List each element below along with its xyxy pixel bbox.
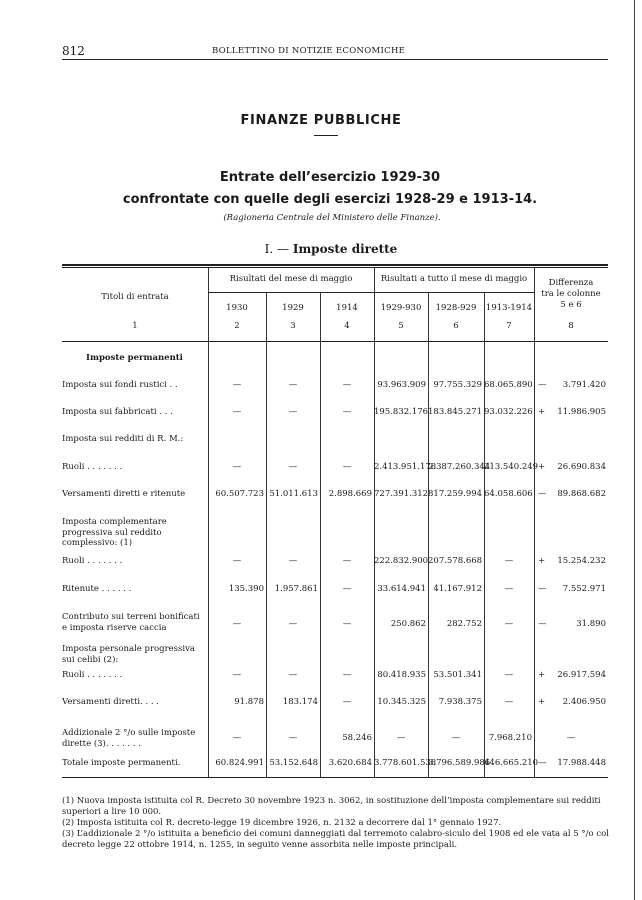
row-label: Ritenute . . . . . . — [62, 584, 132, 594]
header-year: 1928-929 — [435, 303, 477, 313]
table-cell: 15.254.232 — [557, 556, 606, 566]
document-subtitle: confrontate con quelle degli esercizi 1928-29 e 1913-14. — [122, 192, 538, 207]
table-cell: — — [342, 619, 352, 629]
header-year: 1929-930 — [380, 303, 422, 313]
table-cell: — — [288, 733, 298, 743]
difference-sign: + — [538, 407, 546, 417]
header-bottom-rule — [62, 341, 608, 342]
row-label: Imposta complementare progressiva sul reddito complessivo: (1) — [62, 517, 167, 548]
table-cell: 89.868.682 — [557, 489, 606, 499]
table-cell: — — [288, 556, 298, 566]
table-cell: 53.152.648 — [269, 758, 318, 768]
row-label: Imposta sui redditi di R. M.: — [62, 434, 184, 444]
row-label: Versamenti diretti e ritenute — [62, 489, 186, 499]
row-label: Imposta personale progressiva sui celibi (2): — [62, 644, 195, 665]
table-cell: — — [232, 619, 242, 629]
table-cell: — — [504, 556, 514, 566]
table-cell: 93.963.909 — [377, 380, 426, 390]
table-cell: 58.246 — [342, 733, 372, 743]
table-cell: 17.988.448 — [557, 758, 606, 768]
table-cell: — — [288, 380, 298, 390]
table-cell: 64.058.606 — [484, 489, 533, 499]
table-cell: — — [288, 462, 298, 472]
header-year: 1929 — [282, 303, 304, 313]
table-cell: — — [566, 733, 576, 743]
header-differenza-line1: Differenza — [548, 278, 594, 288]
table-bottom-rule — [62, 777, 608, 778]
table-cell: — — [342, 380, 352, 390]
table-cell: 41.167.912 — [433, 584, 482, 594]
table-top-rule-inner — [62, 267, 608, 268]
header-differenza-line3: 5 e 6 — [560, 300, 582, 310]
table-top-rule — [62, 264, 608, 266]
row-label: Versamenti diretti. . . . — [62, 697, 159, 707]
table-cell: 91.878 — [234, 697, 264, 707]
difference-sign: — — [538, 380, 547, 390]
table-cell: 68.065.890 — [484, 380, 533, 390]
table-cell: 817.259.994 — [428, 489, 483, 499]
table-cell: 135.390 — [228, 584, 264, 594]
table-cell: — — [342, 556, 352, 566]
document-title: Entrate dell’esercizio 1929-30 — [219, 170, 441, 185]
table-cell: 3.620.684 — [328, 758, 372, 768]
table-cell: 80.418.935 — [377, 670, 426, 680]
col-divider-7 — [534, 267, 535, 777]
table-cell: — — [504, 619, 514, 629]
title-separator — [314, 135, 338, 136]
column-number: 6 — [453, 321, 459, 331]
table-cell: — — [396, 733, 406, 743]
section-title: FINANZE PUBBLICHE — [240, 113, 402, 128]
table-cell: — — [342, 670, 352, 680]
table-cell: 2.387.260.344 — [428, 462, 491, 472]
difference-sign: — — [538, 758, 547, 768]
table-cell: — — [288, 619, 298, 629]
table-cell: — — [232, 380, 242, 390]
difference-sign: + — [538, 697, 546, 707]
table-cell: 3.791.420 — [562, 380, 606, 390]
table-cell: — — [232, 407, 242, 417]
header-group-tutto: Risultati a tutto il mese di maggio — [380, 274, 528, 284]
table-cell: — — [232, 556, 242, 566]
table-cell: 33.614.941 — [377, 584, 426, 594]
header-titoli: Titoli di entrata — [101, 292, 169, 302]
table-cell: — — [288, 407, 298, 417]
table-cell: 183.845.271 — [428, 407, 483, 417]
table-cell: 183.174 — [282, 697, 318, 707]
table-cell: — — [451, 733, 461, 743]
table-roman-numeral: I. — [264, 242, 274, 256]
table-cell: 97.755.329 — [433, 380, 482, 390]
table-cell: 26.917.594 — [557, 670, 606, 680]
table-cell: — — [342, 584, 352, 594]
row-label: Imposta sui fondi rustici . . — [62, 380, 178, 390]
source-note: (Ragioneria Centrale del Ministero delle Finanze). — [223, 213, 441, 223]
column-number: 1 — [132, 321, 138, 331]
table-cell: — — [232, 670, 242, 680]
footnote: (3) L’addizionale 2 °/o istituita a beneficio dei comuni danneggiati dal terremoto calabro-siculo del 1908 ed ele vata al 5 °/o col decreto legge 22 ottobre 1914, n. 1255, in seguito venne assorbita nelle imposte principali. — [62, 829, 609, 850]
table-cell: 31.890 — [576, 619, 606, 629]
row-label: Totale imposte permanenti. — [62, 758, 181, 768]
row-label: Ruoli . . . . . . . — [62, 556, 123, 566]
table-cell: 195.832.176 — [374, 407, 429, 417]
row-label: Contributo sui terreni bonificati e imposta riserve caccia — [62, 612, 200, 633]
row-label: Ruoli . . . . . . . — [62, 462, 123, 472]
header-year: 1930 — [226, 303, 248, 313]
column-number: 7 — [506, 321, 512, 331]
table-cell: 7.938.375 — [438, 697, 482, 707]
row-label: Imposte permanenti — [86, 353, 183, 363]
table-cell: 3.778.601.538 — [374, 758, 437, 768]
header-group-mese: Risultati del mese di maggio — [229, 274, 353, 284]
table-cell: 93.032.226 — [484, 407, 533, 417]
table-cell: 60.507.723 — [215, 489, 264, 499]
binding-edge-rule — [634, 0, 635, 900]
table-cell: 250.862 — [390, 619, 426, 629]
table-cell: — — [504, 697, 514, 707]
column-number: 2 — [234, 321, 240, 331]
table-cell: — — [288, 670, 298, 680]
table-cell: 2.413.951.178 — [374, 462, 437, 472]
table-cell: 10.345.325 — [377, 697, 426, 707]
table-cell: 11.986.905 — [557, 407, 606, 417]
footnote: (2) Imposta istituita col R. decreto-legge 19 dicembre 1926, n. 2132 a decorrere dal 1° gennaio 1927. — [62, 818, 502, 828]
difference-sign: + — [538, 556, 546, 566]
column-number: 8 — [568, 321, 574, 331]
header-differenza-line2: tra le colonne — [541, 289, 601, 299]
row-label: Addizionale 2 °/o sulle imposte dirette (3). . . . . . . — [62, 728, 196, 749]
table-cell: 7.552.971 — [562, 584, 606, 594]
header-rule — [62, 59, 608, 60]
table-cell: — — [342, 462, 352, 472]
table-cell: — — [342, 697, 352, 707]
header-year: 1913-1914 — [485, 303, 533, 313]
table-cell: 2.406.950 — [562, 697, 606, 707]
revenue-table — [62, 264, 608, 780]
difference-sign: + — [538, 462, 546, 472]
table-cell: 222.832.900 — [374, 556, 429, 566]
table-cell: 7.968.210 — [488, 733, 532, 743]
table-cell: 727.391.312 — [374, 489, 429, 499]
table-cell: — — [504, 584, 514, 594]
table-cell: 3.796.589.986 — [428, 758, 491, 768]
table-cell: 446.665.210 — [484, 758, 539, 768]
table-title-dash: — — [277, 242, 290, 256]
row-label: Ruoli . . . . . . . — [62, 670, 123, 680]
table-cell: — — [232, 462, 242, 472]
table-cell: 51.011.613 — [269, 489, 318, 499]
column-number: 4 — [344, 321, 350, 331]
table-cell: 53.501.341 — [433, 670, 482, 680]
difference-sign: — — [538, 584, 547, 594]
table-title — [0, 242, 642, 256]
header-year: 1914 — [336, 303, 358, 313]
difference-sign: — — [538, 619, 547, 629]
running-title: BOLLETTINO DI NOTIZIE ECONOMICHE — [212, 46, 406, 56]
row-label: Imposta sui fabbricati . . . — [62, 407, 173, 417]
header-differenza — [534, 278, 608, 311]
table-cell: 60.824.991 — [215, 758, 264, 768]
footnote: (1) Nuova imposta istituita col R. Decreto 30 novembre 1923 n. 3062, in sostituzione dell’imposta complementare sui redditi superiori a lire 10 000. — [62, 796, 601, 817]
table-title-text: Imposte dirette — [292, 242, 398, 256]
table-cell: — — [504, 670, 514, 680]
difference-sign: + — [538, 670, 546, 680]
table-cell: 26.690.834 — [557, 462, 606, 472]
column-number: 5 — [398, 321, 404, 331]
table-cell: — — [232, 733, 242, 743]
column-number: 3 — [290, 321, 296, 331]
table-cell: 1.957.861 — [274, 584, 318, 594]
table-cell: 2.898.669 — [328, 489, 372, 499]
difference-sign: — — [538, 489, 547, 499]
table-cell: 213.540.249 — [484, 462, 539, 472]
page-number: 812 — [62, 44, 85, 58]
table-cell: 282.752 — [446, 619, 482, 629]
table-cell: 207.578.668 — [428, 556, 483, 566]
table-cell: — — [342, 407, 352, 417]
group-header-rule — [208, 292, 534, 293]
